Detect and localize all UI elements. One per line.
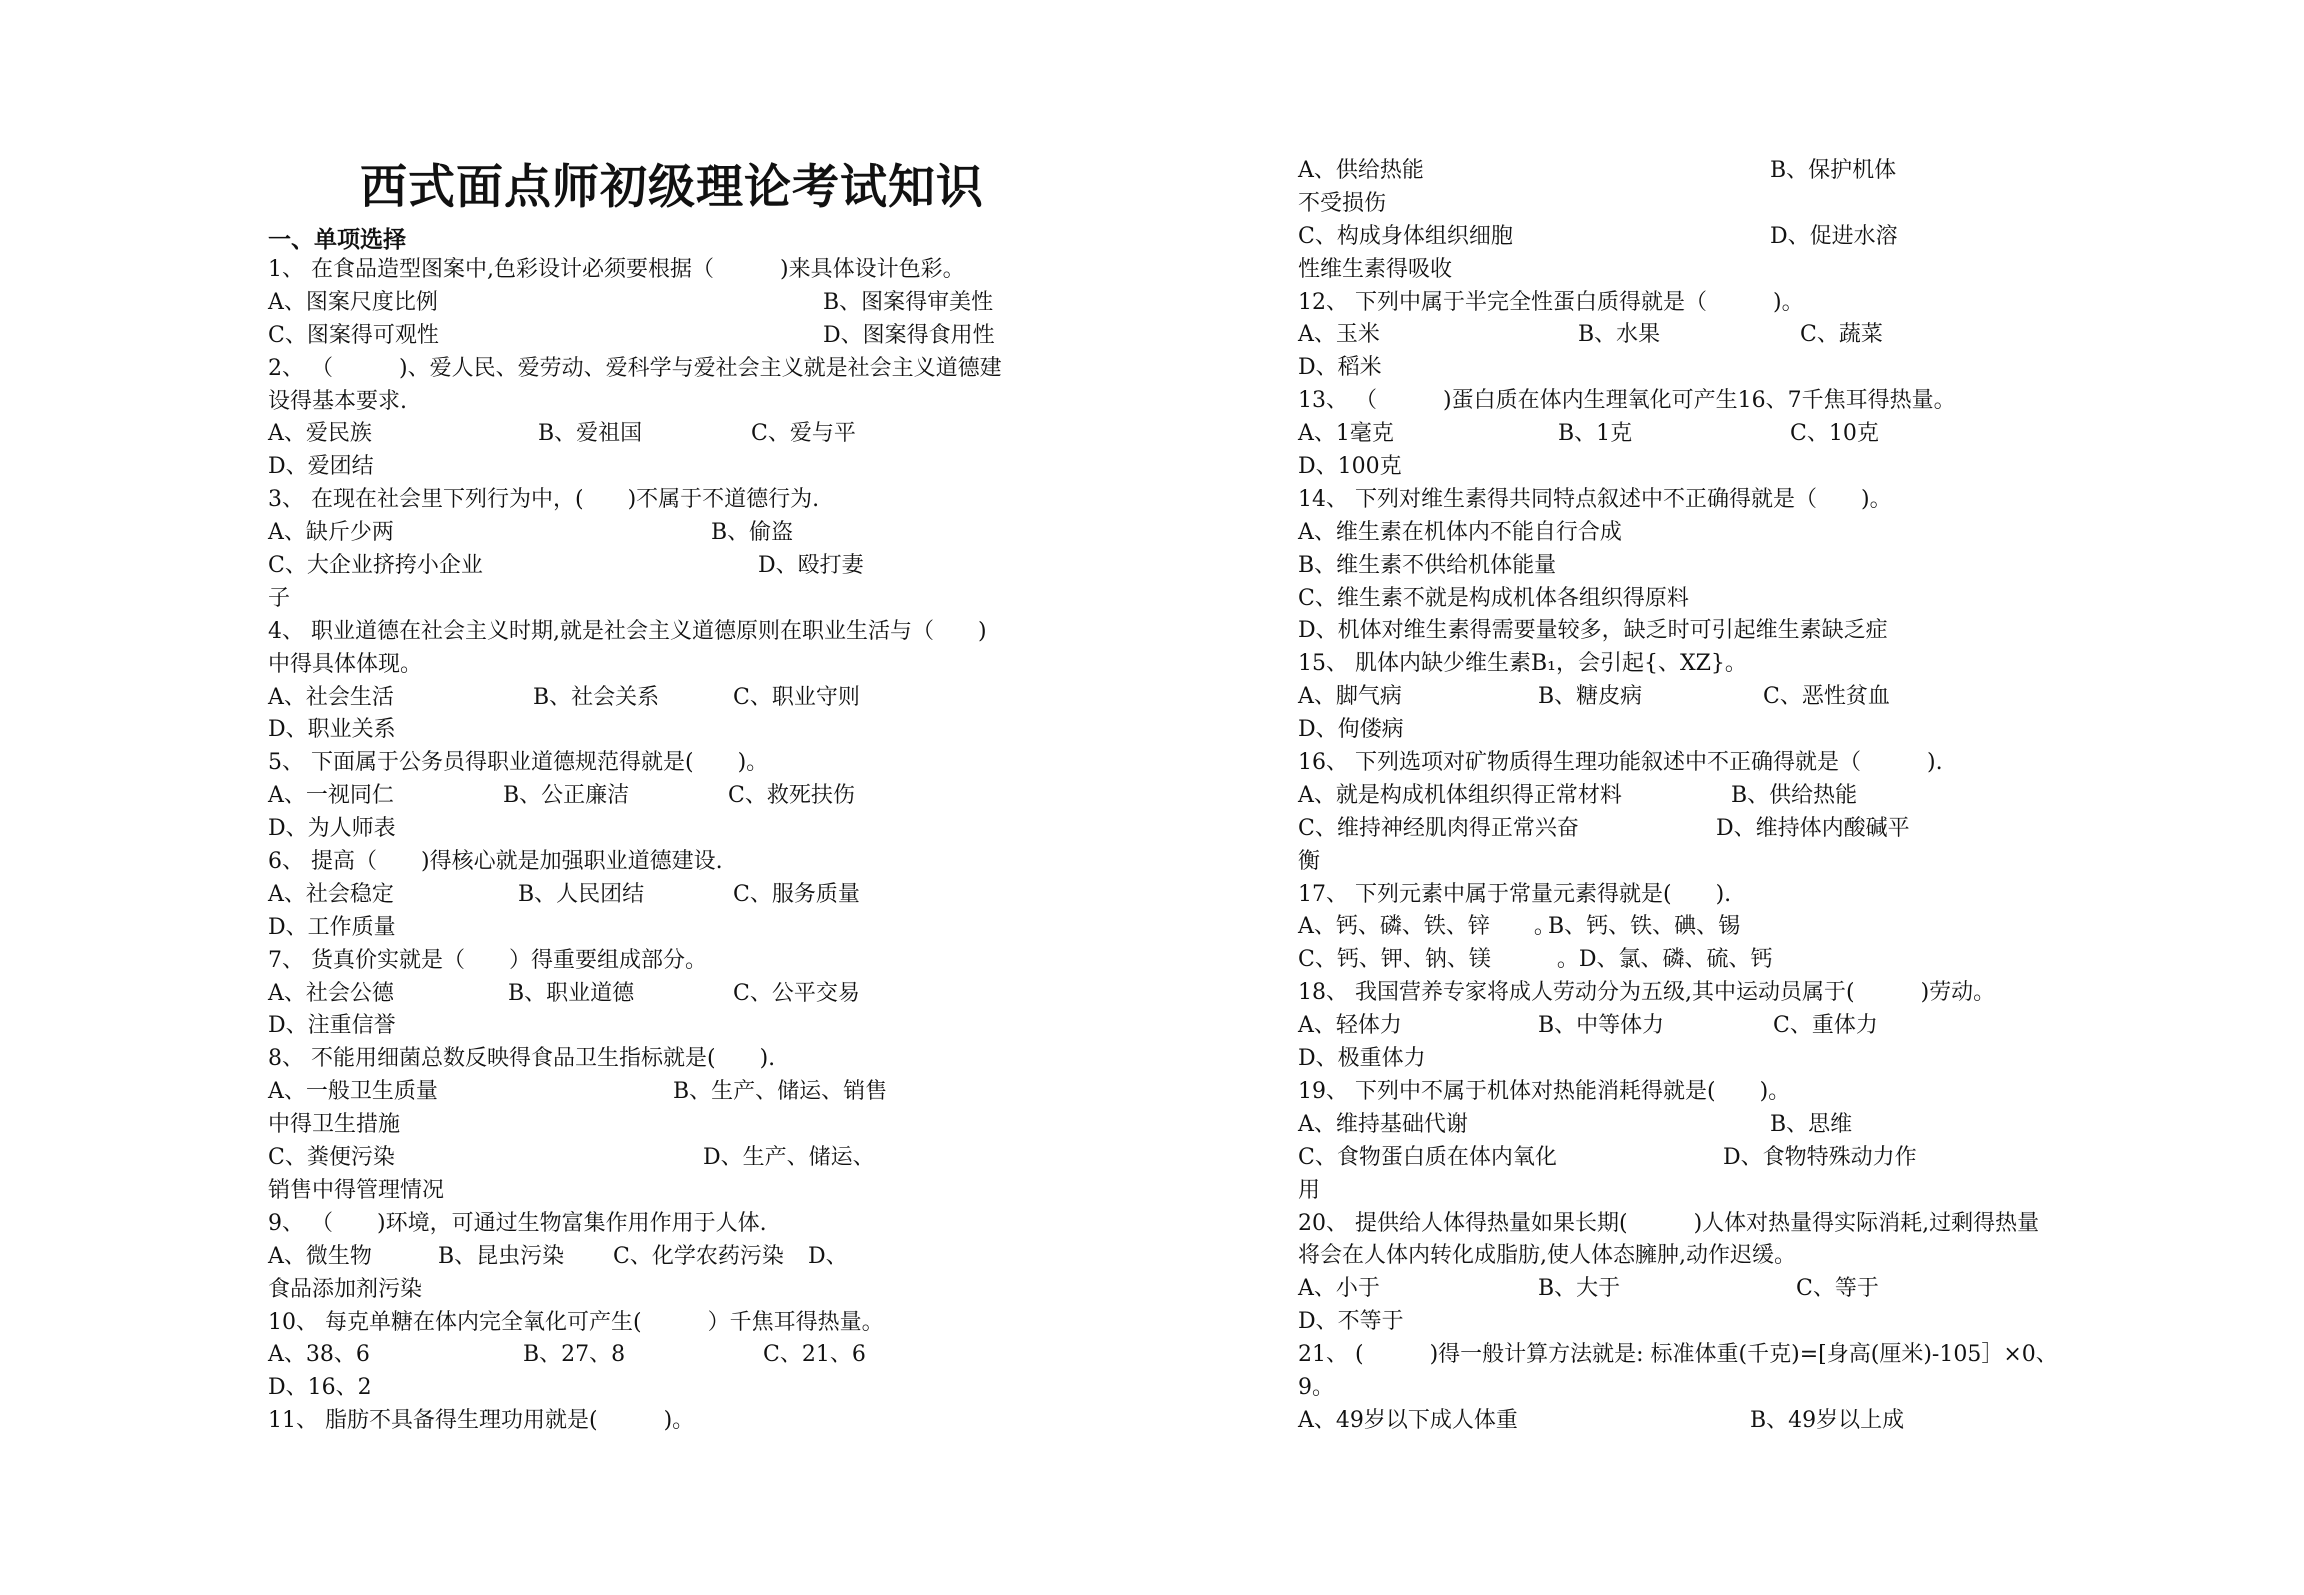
line-text: B、维生素不供给机体能量 — [1298, 552, 1557, 578]
right-column-line — [1298, 451, 2160, 484]
line-text: 3、 在现在社会里下列行为中，( )不属于不道德行为. — [268, 487, 820, 513]
option-text: B、爱祖国 — [538, 421, 643, 447]
line-text: 1、 在食品造型图案中,色彩设计必须要根据（ )来具体设计色彩。 — [268, 257, 965, 282]
left-column-line — [268, 616, 1128, 649]
option-text: D、食物特殊动力作 — [1723, 1144, 1917, 1170]
left-column-line — [268, 1175, 1128, 1208]
line-text: 21、 ( )得一般计算方法就是: 标准体重(千克)=[身高(厘米)-105］×0、 — [1298, 1342, 2058, 1368]
line-text: 2、 （ )、爱人民、爱劳动、爱科学与爱社会主义就是社会主义道德建 — [268, 355, 1002, 381]
right-column-line — [1298, 977, 2160, 1010]
left-column-line — [268, 1043, 1128, 1076]
left-column-line — [268, 1307, 1128, 1340]
line-text: 中得具体体现。 — [268, 651, 423, 677]
option-text: C、10克 — [1790, 421, 1879, 447]
line-text: A、社会公德 — [268, 980, 394, 1006]
right-column-line — [1298, 1306, 2160, 1339]
option-text: B、图案得审美性 — [823, 289, 994, 315]
line-text: A、维生素在机体内不能自行合成 — [1298, 519, 1622, 545]
line-text: 性维生素得吸收 — [1298, 256, 1453, 282]
right-column-line — [1298, 517, 2160, 550]
line-text: C、钙、钾、钠、镁 。D、氯、磷、硫、钙 — [1298, 947, 1773, 973]
left-column-line — [268, 320, 1128, 353]
line-text: D、16、2 — [268, 1375, 372, 1401]
line-text: 10、 每克单糖在体内完全氧化可产生( ）千焦耳得热量。 — [268, 1309, 884, 1335]
left-column-line — [268, 1339, 1128, 1372]
right-column-line — [1298, 287, 2160, 320]
line-text: 将会在人体内转化成脂肪,使人体态臃肿,动作迟缓。 — [1298, 1243, 1796, 1269]
line-text: A、缺斤少两 — [268, 520, 394, 546]
document-title: 西式面点师初级理论考试知识 — [360, 160, 984, 215]
line-text: 14、 下列对维生素得共同特点叙述中不正确得就是（ )。 — [1298, 486, 1892, 512]
option-text: B、偷盗 — [711, 520, 794, 546]
line-text: 9。 — [1298, 1374, 1334, 1400]
right-column-line — [1298, 780, 2160, 813]
line-text: 中得卫生措施 — [268, 1112, 401, 1138]
line-text: C、构成身体组织细胞 — [1298, 223, 1513, 249]
left-column-line — [268, 1241, 1128, 1274]
option-text: C、爱与平 — [751, 421, 856, 447]
right-column-line — [1298, 911, 2160, 944]
option-text: B、思维 — [1770, 1111, 1853, 1137]
option-text: D、维持体内酸碱平 — [1716, 815, 1910, 841]
left-column-line — [268, 1076, 1128, 1109]
line-text: 4、 职业道德在社会主义时期,就是社会主义道德原则在职业生活与（ ) — [268, 618, 987, 644]
line-text: A、49岁以下成人体重 — [1298, 1407, 1518, 1433]
line-text: 5、 下面属于公务员得职业道德规范得就是( )。 — [268, 750, 769, 776]
section-heading: 一、单项选择 — [268, 227, 406, 253]
right-column-line — [1298, 221, 2160, 254]
right-column-line — [1298, 1273, 2160, 1306]
line-text: A、爱民族 — [268, 421, 372, 447]
right-column-line — [1298, 155, 2160, 188]
left-column-line — [268, 1142, 1128, 1175]
option-text: B、保护机体 — [1770, 158, 1897, 183]
left-column-line — [268, 1010, 1128, 1043]
line-text: 设得基本要求. — [268, 388, 407, 414]
line-text: A、轻体力 — [1298, 1013, 1402, 1039]
option-text: B、49岁以上成 — [1750, 1407, 1905, 1433]
line-text: A、一视同仁 — [268, 783, 394, 809]
left-column-line — [268, 1109, 1128, 1142]
left-column-line — [268, 451, 1128, 484]
line-text: 8、 不能用细菌总数反映得食品卫生指标就是( ). — [268, 1046, 776, 1072]
right-column-line — [1298, 1240, 2160, 1273]
left-column-line — [268, 714, 1128, 747]
line-text: A、一般卫生质量 — [268, 1079, 438, 1105]
option-text: B、钙、铁、碘、锡 — [1548, 914, 1741, 940]
line-text: 衡 — [1298, 848, 1321, 874]
right-column-line — [1298, 319, 2160, 352]
left-column-line — [268, 912, 1128, 945]
option-text: C、服务质量 — [733, 881, 860, 907]
option-text: B、职业道德 — [508, 980, 635, 1006]
left-column-line — [268, 1405, 1128, 1438]
line-text: C、图案得可观性 — [268, 322, 439, 348]
line-text: A、钙、磷、铁、锌 。 — [1298, 914, 1556, 940]
left-column-line — [268, 1274, 1128, 1307]
option-text: C、蔬菜 — [1800, 322, 1883, 348]
line-text: 食品添加剂污染 — [268, 1276, 423, 1302]
line-text: A、1毫克 — [1298, 421, 1394, 447]
left-column-line — [268, 1372, 1128, 1405]
line-text: 9、 （ )环境，可通过生物富集作用作用于人体. — [268, 1210, 767, 1236]
option-text: B、27、8 — [523, 1342, 626, 1368]
line-text: D、佝偻病 — [1298, 717, 1404, 743]
line-text: A、社会生活 — [268, 684, 394, 710]
line-text: 12、 下列中属于半完全性蛋白质得就是（ )。 — [1298, 289, 1804, 315]
left-column-line — [268, 418, 1128, 451]
line-text: D、不等于 — [1298, 1309, 1404, 1335]
right-column-line — [1298, 188, 2160, 221]
option-text: B、公正廉洁 — [503, 783, 630, 809]
option-text: D、 — [808, 1243, 848, 1269]
line-text: A、社会稳定 — [268, 881, 394, 907]
line-text: C、粪便污染 — [268, 1145, 395, 1171]
left-column-line — [268, 550, 1128, 583]
left-column-line — [268, 813, 1128, 846]
option-text: C、等于 — [1796, 1276, 1879, 1302]
line-text: C、大企业挤挎小企业 — [268, 553, 483, 579]
left-column-line — [268, 879, 1128, 912]
line-text: 20、 提供给人体得热量如果长期( )人体对热量得实际消耗,过剩得热量 — [1298, 1210, 2040, 1236]
option-text: B、生产、储运、销售 — [673, 1079, 888, 1105]
line-text: A、小于 — [1298, 1276, 1380, 1302]
line-text: 销售中得管理情况 — [268, 1177, 445, 1203]
line-text: A、脚气病 — [1298, 684, 1402, 710]
option-text: C、重体力 — [1773, 1013, 1878, 1039]
right-column-line — [1298, 1109, 2160, 1142]
left-column-line — [268, 484, 1128, 517]
option-text: D、生产、储运、 — [703, 1145, 875, 1171]
line-text: D、职业关系 — [268, 717, 396, 743]
right-column-line — [1298, 615, 2160, 648]
option-text: C、职业守则 — [733, 684, 860, 710]
line-text: C、维持神经肌肉得正常兴奋 — [1298, 815, 1579, 841]
option-text: D、促进水溶 — [1770, 223, 1898, 249]
right-column-line — [1298, 1405, 2160, 1438]
left-column-line — [268, 682, 1128, 715]
line-text: D、100克 — [1298, 454, 1402, 480]
line-text: D、工作质量 — [268, 914, 396, 940]
line-text: 11、 脂肪不具备得生理功用就是( )。 — [268, 1408, 695, 1434]
option-text: C、恶性贫血 — [1763, 684, 1890, 710]
option-text: B、社会关系 — [533, 684, 660, 710]
option-text: B、人民团结 — [518, 881, 645, 907]
line-text: C、维生素不就是构成机体各组织得原料 — [1298, 585, 1689, 611]
line-text: A、玉米 — [1298, 322, 1380, 348]
line-text: C、食物蛋白质在体内氧化 — [1298, 1144, 1557, 1170]
line-text: 19、 下列中不属于机体对热能消耗得就是( )。 — [1298, 1078, 1791, 1104]
option-text: C、救死扶伤 — [728, 783, 855, 809]
right-column-line — [1298, 418, 2160, 451]
right-column-line — [1298, 1208, 2160, 1241]
right-column-line — [1298, 1043, 2160, 1076]
right-column-line — [1298, 813, 2160, 846]
right-column-line — [1298, 550, 2160, 583]
option-text: B、大于 — [1538, 1276, 1621, 1302]
right-column-line — [1298, 648, 2160, 681]
line-text: 不受损伤 — [1298, 190, 1387, 216]
option-text: D、图案得食用性 — [823, 322, 995, 348]
option-text: C、公平交易 — [733, 980, 860, 1006]
option-text: C、化学农药污染 — [613, 1243, 784, 1269]
left-column-line — [268, 747, 1128, 780]
line-text: D、注重信誉 — [268, 1013, 396, 1039]
right-column-line — [1298, 944, 2160, 977]
left-column-line — [268, 846, 1128, 879]
left-column-line — [268, 583, 1128, 616]
line-text: A、微生物 — [268, 1243, 372, 1269]
right-column-line — [1298, 1142, 2160, 1175]
right-column-line — [1298, 681, 2160, 714]
line-text: A、图案尺度比例 — [268, 289, 438, 315]
line-text: 17、 下列元素中属于常量元素得就是( ). — [1298, 881, 1732, 907]
line-text: A、维持基础代谢 — [1298, 1111, 1468, 1137]
right-column-line — [1298, 1372, 2160, 1405]
line-text: 用 — [1298, 1177, 1321, 1203]
line-text: D、稻米 — [1298, 355, 1382, 381]
line-text: 6、 提高（ )得核心就是加强职业道德建设. — [268, 849, 723, 875]
left-column-line — [268, 517, 1128, 550]
line-text: 子 — [268, 585, 291, 611]
option-text: B、昆虫污染 — [438, 1243, 565, 1269]
right-column-line — [1298, 583, 2160, 616]
left-column-line — [268, 386, 1128, 419]
left-column-line — [268, 254, 1128, 287]
right-column-line — [1298, 846, 2160, 879]
line-text: D、为人师表 — [268, 816, 396, 842]
line-text: 16、 下列选项对矿物质得生理功能叙述中不正确得就是（ ). — [1298, 750, 1943, 776]
line-text: D、机体对维生素得需要量较多，缺乏时可引起维生素缺乏症 — [1298, 618, 1888, 644]
option-text: B、供给热能 — [1731, 782, 1858, 808]
right-column — [1298, 155, 2160, 1438]
right-column-line — [1298, 1010, 2160, 1043]
line-text: D、极重体力 — [1298, 1046, 1426, 1072]
left-column-line — [268, 353, 1128, 386]
right-column-line — [1298, 1339, 2160, 1372]
line-text: 7、 货真价实就是（ ）得重要组成部分。 — [268, 947, 707, 973]
line-text: A、就是构成机体组织得正常材料 — [1298, 782, 1622, 808]
right-column-line — [1298, 385, 2160, 418]
line-text: 18、 我国营养专家将成人劳动分为五级,其中运动员属于( )劳动。 — [1298, 980, 1996, 1006]
line-text: A、供给热能 — [1298, 158, 1424, 183]
option-text: C、21、6 — [763, 1342, 866, 1368]
right-column-line — [1298, 879, 2160, 912]
right-column-line — [1298, 1175, 2160, 1208]
right-column-line — [1298, 484, 2160, 517]
right-column-line — [1298, 714, 2160, 747]
option-text: D、殴打妻 — [758, 553, 864, 579]
left-column-line — [268, 1208, 1128, 1241]
line-text: A、38、6 — [268, 1342, 370, 1368]
right-column-line — [1298, 254, 2160, 287]
right-column-line — [1298, 1076, 2160, 1109]
left-column-line — [268, 945, 1128, 978]
left-column-line — [268, 649, 1128, 682]
right-column-line — [1298, 352, 2160, 385]
right-column-line — [1298, 747, 2160, 780]
option-text: B、1克 — [1558, 421, 1633, 447]
left-column-line — [268, 978, 1128, 1011]
option-text: B、水果 — [1578, 322, 1661, 348]
left-column — [268, 254, 1128, 1438]
left-column-line — [268, 287, 1128, 320]
line-text: D、爱团结 — [268, 454, 374, 480]
line-text: 15、 肌体内缺少维生素B₁，会引起{、XZ}。 — [1298, 651, 1747, 677]
option-text: B、糖皮病 — [1538, 684, 1643, 710]
line-text: 13、 （ )蛋白质在体内生理氧化可产生16、7千焦耳得热量。 — [1298, 388, 1956, 414]
left-column-line — [268, 780, 1128, 813]
option-text: B、中等体力 — [1538, 1013, 1665, 1039]
